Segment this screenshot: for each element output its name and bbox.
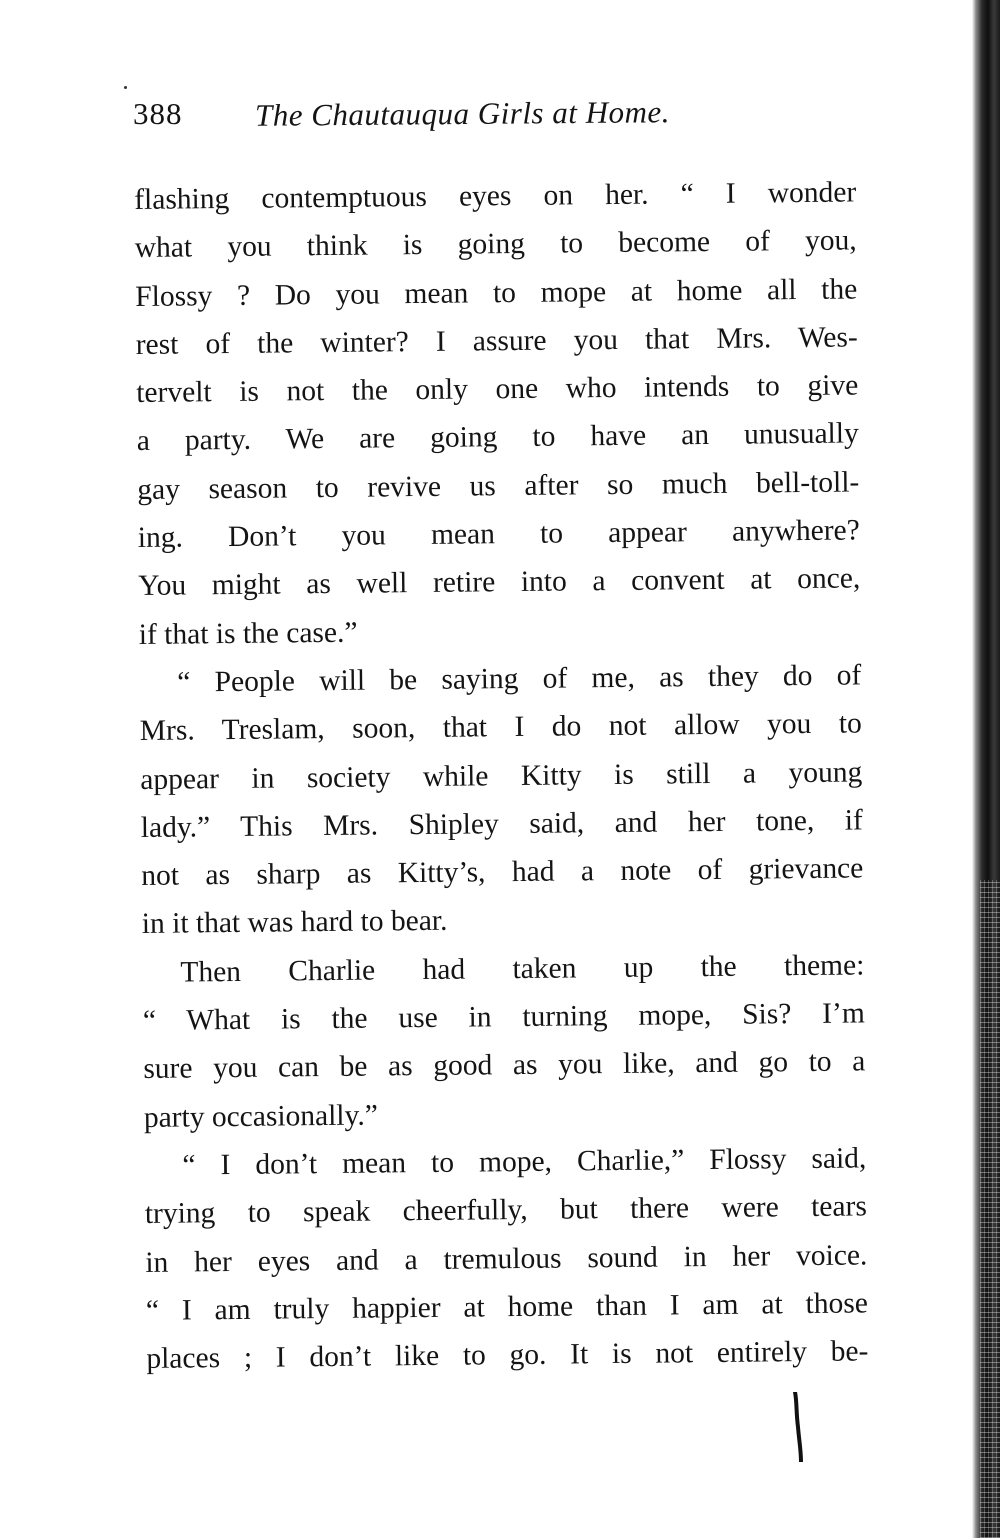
text-line: gay season to revive us after so much bell-toll- [137,466,860,506]
body-text [134,168,869,1383]
text-line: what you think is going to become of you, [134,224,857,265]
ink-speck [124,86,127,89]
text-line: places ; I don’t like to go. It is not entirely be- [146,1335,869,1376]
page-number: 388 [133,96,183,131]
text-line: Then Charlie had taken up the theme: [180,949,865,989]
text-line: “ I am truly happier at home than I am at those [145,1287,869,1327]
text-line: sure you can be as good as you like, and go to a [143,1045,866,1086]
text-line: in it that was hard to bear. [141,905,448,941]
text-line: rest of the winter? I assure you that Mrs. Wes- [135,321,858,361]
text-line: ing. Don’t you mean to appear anywhere? [137,514,860,555]
text-line: a party. We are going to have an unusually [136,417,859,458]
page-header [133,96,833,146]
text-line: appear in society while Kitty is still a young [140,755,863,796]
text-line: party occasionally.” [143,1099,378,1134]
text-line: trying to speak cheerfully, but there were tears [144,1190,868,1231]
text-line: tervelt is not the only one who intends to give [136,369,859,410]
text-line: flashing contemptuous eyes on her. “ I wonder [134,176,857,216]
text-line: “ People will be saying of me, as they do of [177,659,862,699]
text-line: not as sharp as Kitty’s, had a note of grievance [141,852,864,893]
text-line: Flossy ? Do you mean to mope at home all the [135,273,858,313]
text-line: Mrs. Treslam, soon, that I do not allow you to [139,707,862,748]
text-line: “ I don’t mean to mope, Charlie,” Flossy said, [182,1142,867,1182]
running-title: The Chautauqua Girls at Home. [254,94,671,133]
text-line: in her eyes and a tremulous sound in her voice. [145,1238,868,1279]
binding-texture [980,880,1000,1538]
text-line: “ What is the use in turning mope, Sis? I’m [142,997,865,1037]
text-line: if that is the case.” [138,616,358,651]
text-line: You might as well retire into a convent at once, [138,562,861,603]
ink-mark [793,1392,803,1462]
text-line: lady.” This Mrs. Shipley said, and her tone, if [140,804,863,844]
